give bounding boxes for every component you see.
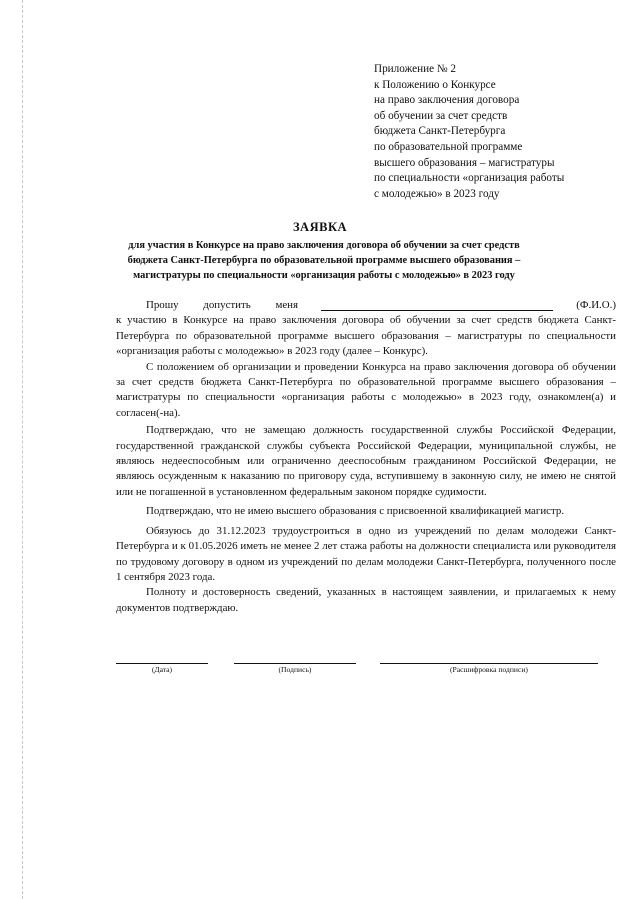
signature-decoding-field xyxy=(380,651,598,674)
appendix-line: на право заключения договора xyxy=(374,94,520,107)
education-confirmation-paragraph: Подтверждаю, что не имею высшего образования с присвоенной квалификацией магистр. xyxy=(146,505,565,518)
document-title: ЗАЯВКА xyxy=(292,220,348,234)
date-line xyxy=(116,651,208,664)
scan-edge-line xyxy=(22,0,23,899)
document-subtitle xyxy=(110,238,538,283)
request-paragraph: к участию в Конкурсе на право заключения договора об обучении за счет средств бюджета Санкт-Петербурга по образовательной программе высшего образования – магистратуры по специальности «организация работы с молодежью» в 2023 году (далее – Конкурс). xyxy=(116,314,616,358)
request-line xyxy=(116,298,616,313)
employment-obligation-paragraph: Обязуюсь до 31.12.2023 трудоустроиться в одно из учреждений по делам молодежи Санкт-Петербурга и к 01.05.2026 иметь не менее 2 лет стажа работы на должности специалиста или руководителя по трудовому договору в одном из учреждений по делам молодежи Санкт-Петербурга, полученного после 1 сентября 2023 года. xyxy=(116,524,616,583)
fio-label: (Ф.И.О.) xyxy=(576,299,616,311)
appendix-line: высшего образования – магистратуры xyxy=(374,156,555,169)
appendix-line: по специальности «организация работы xyxy=(374,172,565,185)
signature-decoding-line xyxy=(380,651,598,664)
signature-field xyxy=(234,651,356,674)
signature-label: (Подпись) xyxy=(278,665,312,674)
signature-block xyxy=(0,651,640,691)
appendix-line: Приложение № 2 xyxy=(374,63,456,75)
request-prefix: Прошу допустить меня xyxy=(146,299,299,311)
appendix-line: к Положению о Конкурсе xyxy=(374,78,496,91)
date-field xyxy=(116,651,208,674)
appendix-line: бюджета Санкт-Петербурга xyxy=(374,125,506,138)
appendix-line: с молодежью» в 2023 году xyxy=(374,187,500,200)
signature-line xyxy=(234,651,356,664)
application-body xyxy=(116,298,616,616)
accuracy-confirmation-paragraph: Полноту и достоверность сведений, указанных в настоящем заявлении, и прилагаемых к нему документов подтверждаю. xyxy=(116,586,616,614)
subtitle-line: бюджета Санкт-Петербурга по образовательной программе высшего образования – xyxy=(127,255,521,266)
subtitle-line: магистратуры по специальности «организация работы с молодежью» в 2023 году xyxy=(133,270,515,281)
appendix-header xyxy=(374,62,614,202)
regulations-paragraph: С положением об организации и проведении Конкурса на право заключения договора об обучении за счет средств бюджета Санкт-Петербурга по образовательной программе высшего образования – магистратуры по специальности «организация работы с молодежью» в 2023 году, ознакомлен(а) и согласен(-на). xyxy=(116,360,616,419)
signature-decoding-label: (Расшифровка подписи) xyxy=(450,665,528,674)
status-confirmation-paragraph: Подтверждаю, что не замещаю должность государственной службы Российской Федерации, государственной гражданской службы субъекта Российской Федерации, муниципальной службы, не являюсь недееспособным или ограниченно дееспособным гражданином Российской Федерации, не являюсь осужденным к наказанию по приговору суда, вступившему в законную силу, не имею не снятой или не погашенной в установленном федеральным законом порядке судимости. xyxy=(116,424,616,498)
fio-blank-line xyxy=(321,299,553,311)
date-label: (Дата) xyxy=(151,665,173,674)
appendix-line: об обучении за счет средств xyxy=(374,109,508,122)
subtitle-line: для участия в Конкурсе на право заключения договора об обучении за счет средств xyxy=(128,240,520,251)
appendix-line: по образовательной программе xyxy=(374,140,523,153)
